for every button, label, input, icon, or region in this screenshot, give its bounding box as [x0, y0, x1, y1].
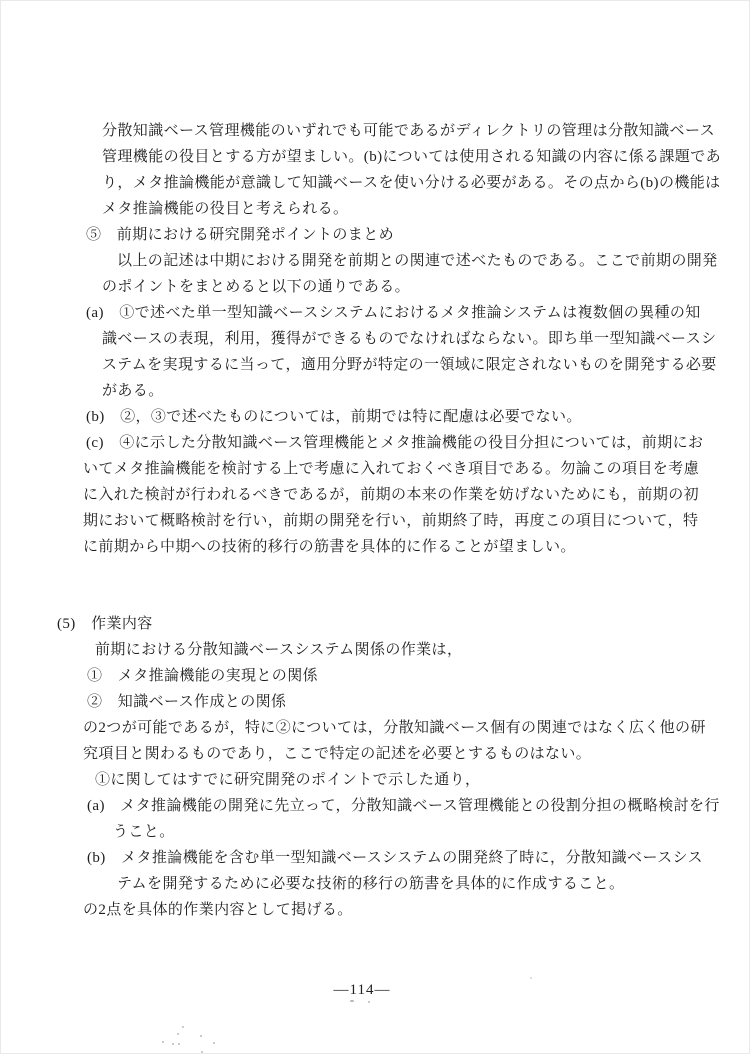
list-item-1-circled: ① メタ推論機能の実現との関係	[87, 668, 319, 684]
scan-speck	[178, 1043, 180, 1045]
list-item-2-circled: ② 知識ベース作成との関係	[87, 694, 287, 710]
paragraph-line: 前期における分散知識ベースシステム関係の作業は，	[95, 642, 463, 658]
scan-speck	[162, 1041, 164, 1043]
paragraph-line: 識ベースの表現，利用，獲得ができるものでなければならない。即ち単一型知識ベースシ	[102, 331, 717, 347]
scan-speck	[200, 1035, 202, 1037]
page-number: —114—	[333, 982, 391, 998]
paragraph-line: メタ推論機能の役目と考えられる。	[102, 201, 349, 217]
scan-speck	[350, 1000, 354, 1002]
paragraph-line: に前期から中期への技術的移行の筋書を具体的に作ることが望ましい。	[83, 539, 576, 555]
paragraph-line: り，メタ推論機能が意識して知識ベースを使い分ける必要がある。その点から(b)の機能は	[102, 175, 721, 191]
scan-speck	[213, 1042, 215, 1044]
paragraph-line: 分散知識ベース管理機能のいずれでも可能であるがディレクトリの管理は分散知識ベース	[102, 123, 716, 139]
paragraph-line: の2点を具体的作業内容として掲げる。	[83, 902, 353, 918]
paragraph-line: がある。	[102, 383, 164, 399]
list-item-b: (b) ②，③で述べたものについては，前期では特に配慮は必要でない。	[86, 409, 582, 425]
scan-speck	[172, 1043, 174, 1045]
paragraph-line: ①に関してはすでに研究開発のポイントで示した通り，	[95, 772, 481, 788]
paragraph-line: テムを開発するために必要な技術的移行の筋書を具体的に作成すること。	[117, 876, 625, 892]
paragraph-line: うこと。	[113, 824, 175, 840]
heading-item-5-circled: ⑤ 前期における研究開発ポイントのまとめ	[86, 227, 395, 243]
list-item-b: (b) メタ推論機能を含む単一型知識ベースシステムの開発終了時に，分散知識ベースシス	[87, 850, 703, 866]
paragraph-line: 期において概略検討を行い，前期の開発を行い，前期終了時，再度この項目について，特	[83, 513, 699, 529]
scan-speck	[182, 1026, 184, 1028]
heading-section-5: (5) 作業内容	[57, 616, 153, 632]
paragraph-line: の2つが可能であるが，特に②については，分散知識ベース個有の関連ではなく広く他の研	[83, 720, 706, 736]
paragraph-line: に入れた検討が行われるべきであるが，前期の本来の作業を妨げないためにも，前期の初	[83, 487, 700, 503]
paragraph-line: のポイントをまとめると以下の通りである。	[102, 279, 411, 295]
paragraph-line: ステムを実現するに当って，適用分野が特定の一領域に限定されないものを開発する必要	[102, 357, 717, 373]
list-item-a: (a) ①で述べた単一型知識ベースシステムにおけるメタ推論システムは複数個の異種の知	[86, 305, 701, 321]
scan-speck	[177, 1033, 179, 1035]
scan-speck	[201, 1051, 203, 1053]
scan-speck	[530, 977, 532, 979]
list-item-c: (c) ④に示した分散知識ベース管理機能とメタ推論機能の役目分担については，前期にお	[86, 435, 704, 451]
scan-speck	[368, 1001, 370, 1003]
paragraph-line: 管理機能の役目とする方が望ましい。(b)については使用される知識の内容に係る課題であ	[102, 149, 721, 165]
paragraph-line: 以上の記述は中期における開発を前期との関連で述べたものである。ここで前期の開発	[117, 253, 718, 269]
page-footer	[0, 981, 750, 999]
list-item-a: (a) メタ推論機能の開発に先立って，分散知識ベース管理機能との役割分担の概略検討を行	[87, 798, 720, 814]
paragraph-line: いてメタ推論機能を検討する上で考慮に入れておくべき項目である。勿論この項目を考慮	[83, 461, 700, 477]
paragraph-line: 究項目と関わるものであり，ここで特定の記述を必要とするものはない。	[83, 746, 592, 762]
